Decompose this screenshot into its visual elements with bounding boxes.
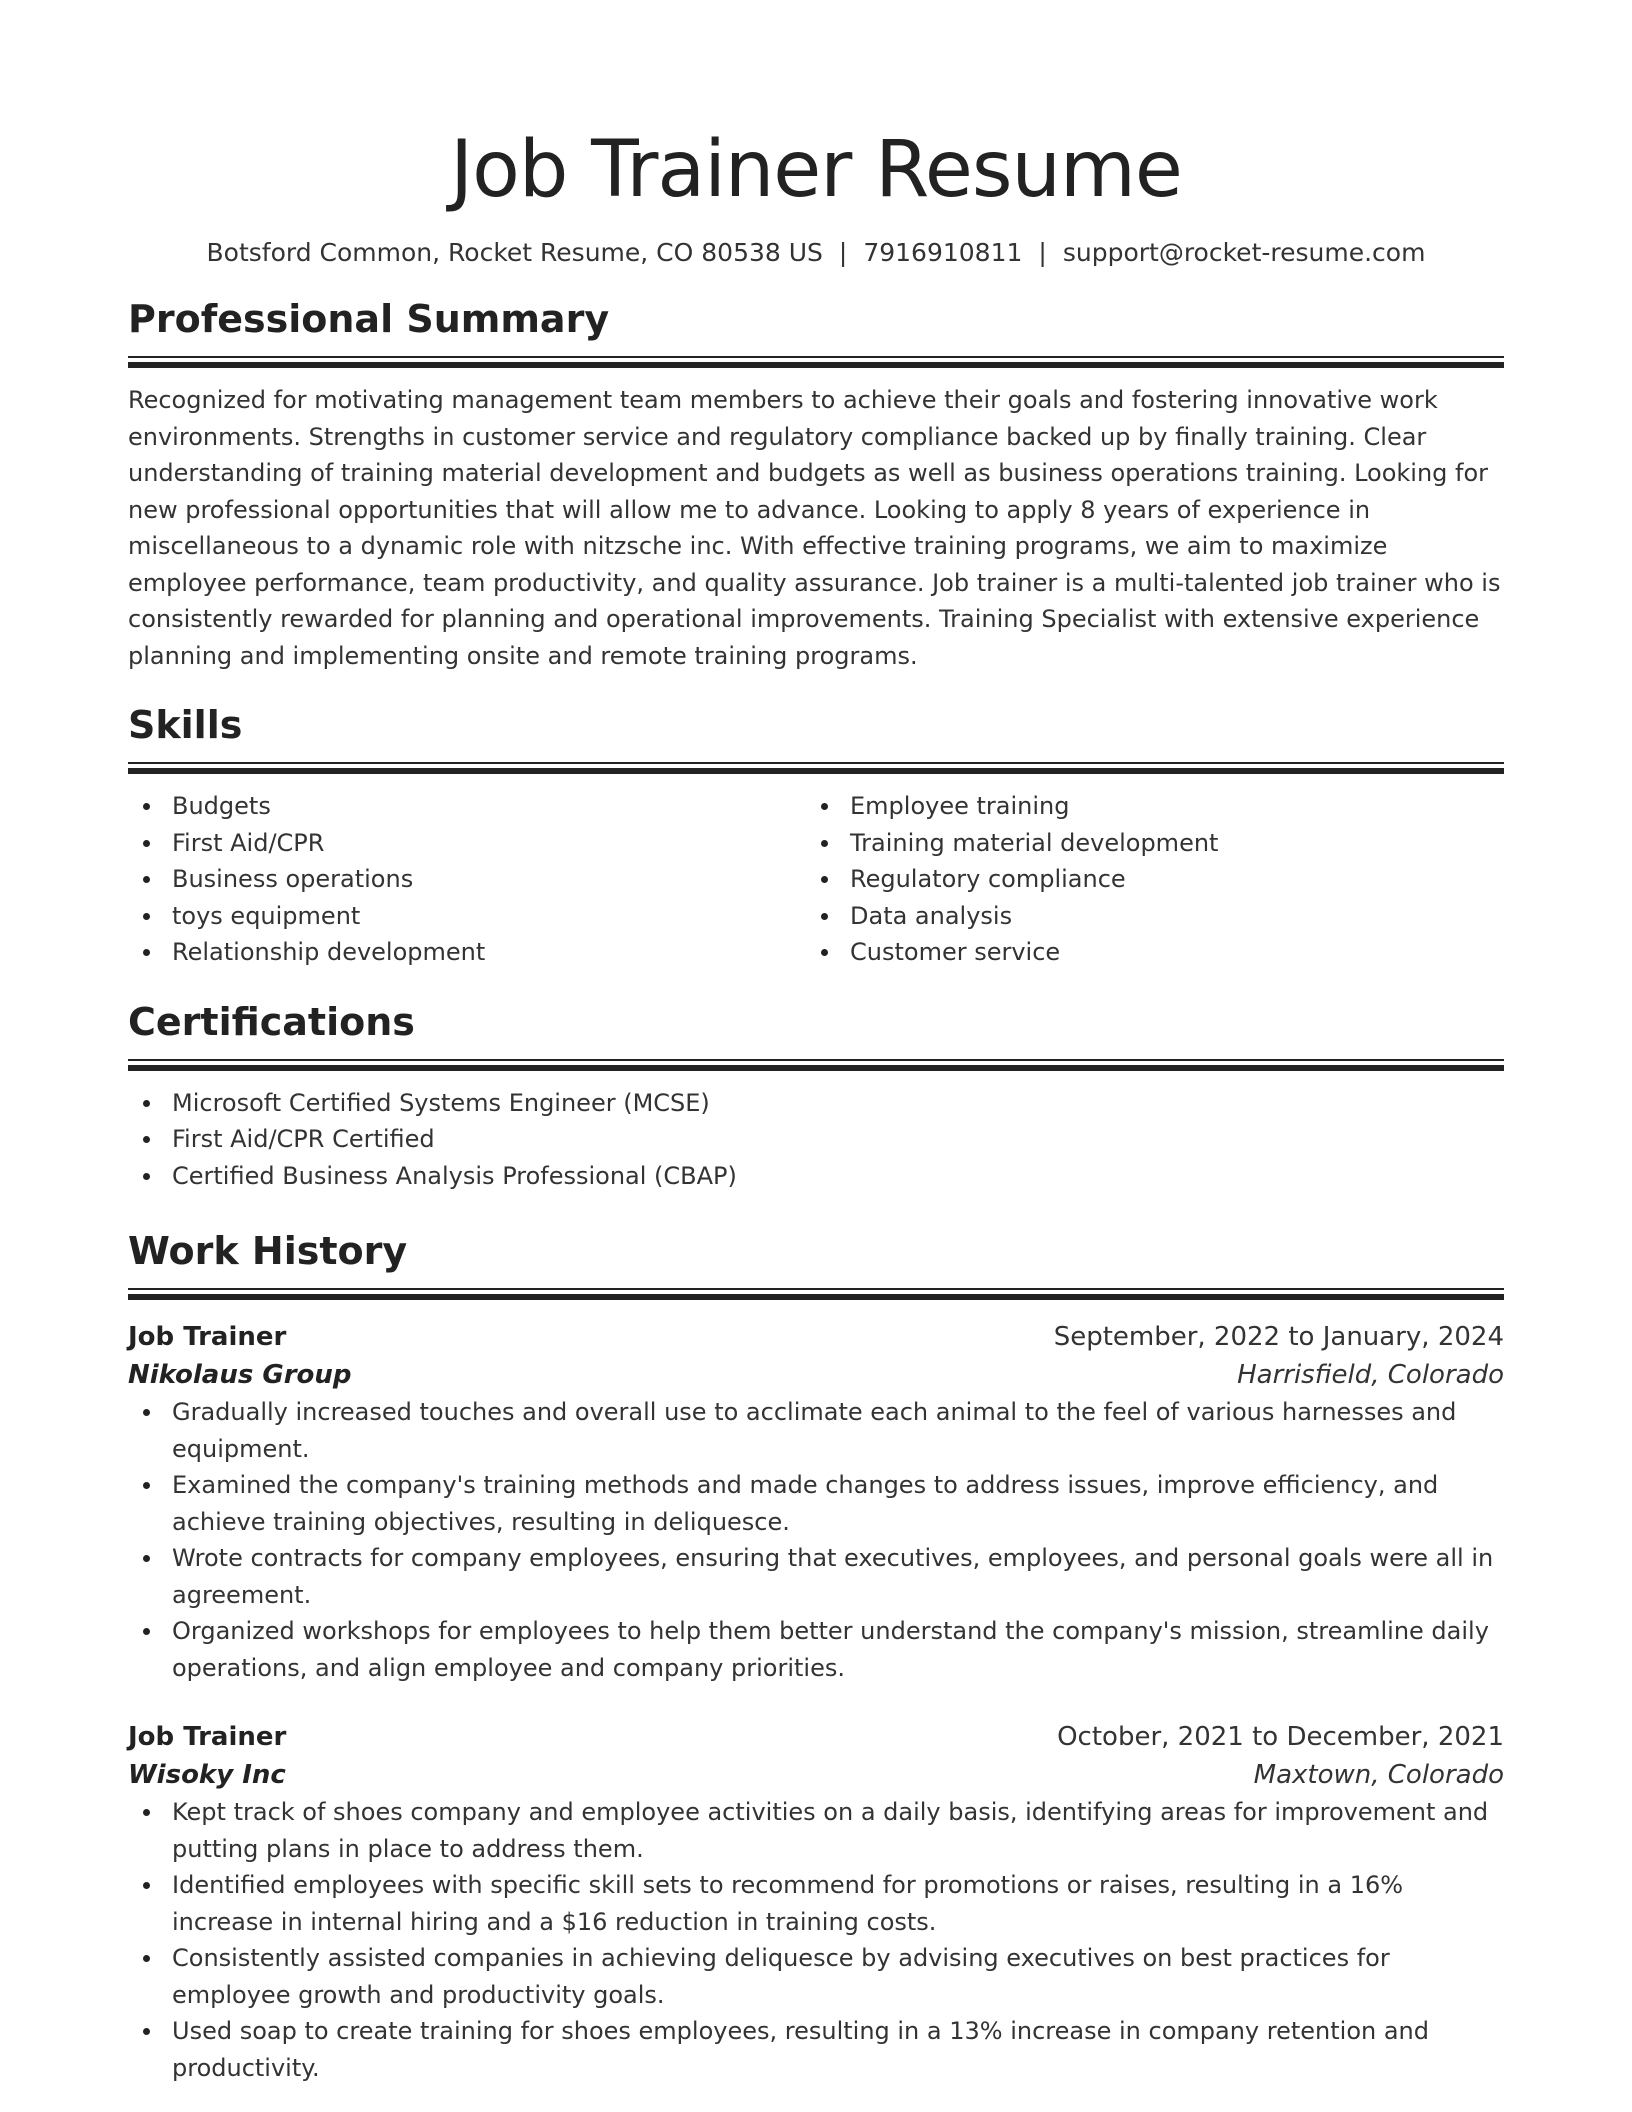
skill-item: Data analysis bbox=[806, 898, 1484, 935]
job-dates: October, 2021 to December, 2021 bbox=[1057, 1722, 1504, 1752]
skill-item: toys equipment bbox=[128, 898, 806, 935]
job-location: Maxtown, Colorado bbox=[1253, 1760, 1504, 1790]
certifications-heading: Certifications bbox=[128, 999, 415, 1044]
job-title: Job Trainer bbox=[128, 1322, 287, 1352]
work-history-section bbox=[128, 1228, 1504, 2086]
summary-text: Recognized for motivating management team members to achieve their goals and fostering innovative work environments. Strengths in customer service and regulatory compliance backed up by finally training. Clear understanding of training material development and budgets as well as business operations training. Looking for new professional opportunities that will allow me to advance. Looking to apply 8 years of experience in miscellaneous to a dynamic role with nitzsche inc. With effective training programs, we aim to maximize employee performance, team productivity, and quality assurance. Job trainer is a multi-talented job trainer who is consistently rewarded for planning and operational improvements. Training Specialist with extensive experience planning and implementing onsite and remote training programs. bbox=[128, 386, 1501, 670]
job-bullet: Used soap to create training for shoes employees, resulting in a 13% increase in company retention and productivity. bbox=[128, 2013, 1504, 2086]
job-company: Wisoky Inc bbox=[128, 1760, 286, 1790]
certification-item: First Aid/CPR Certified bbox=[128, 1121, 1504, 1158]
skill-item: Business operations bbox=[128, 861, 806, 898]
contact-separator: | bbox=[1038, 238, 1047, 267]
skill-item: Training material development bbox=[806, 825, 1484, 862]
job-header bbox=[128, 1318, 1504, 1356]
job-bullet: Consistently assisted companies in achieving deliquesce by advising executives on best practices for employee growth and productivity goals. bbox=[128, 1940, 1504, 2013]
skills-right-list bbox=[806, 788, 1484, 971]
job-bullet: Gradually increased touches and overall use to acclimate each animal to the feel of various harnesses and equipment. bbox=[128, 1394, 1504, 1467]
resume-page bbox=[128, 0, 1504, 2086]
contact-line bbox=[128, 236, 1504, 270]
summary-heading: Professional Summary bbox=[128, 297, 610, 341]
section-divider bbox=[128, 1059, 1504, 1071]
skill-item: Customer service bbox=[806, 934, 1484, 971]
certifications-section bbox=[128, 999, 1504, 1195]
job-bullet-list bbox=[128, 1394, 1504, 1686]
contact-address: Botsford Common, Rocket Resume, CO 80538 US bbox=[206, 238, 823, 267]
job-title: Job Trainer bbox=[128, 1722, 287, 1752]
skills-section bbox=[128, 702, 1504, 971]
certification-item: Microsoft Certified Systems Engineer (MCSE) bbox=[128, 1085, 1504, 1122]
skills-left-list bbox=[128, 788, 806, 971]
job-bullet: Identified employees with specific skill sets to recommend for promotions or raises, resulting in a 16% increase in internal hiring and a $16 reduction in training costs. bbox=[128, 1867, 1504, 1940]
job-company: Nikolaus Group bbox=[128, 1360, 352, 1390]
skills-heading: Skills bbox=[128, 703, 243, 747]
certification-item: Certified Business Analysis Professional (CBAP) bbox=[128, 1158, 1504, 1195]
job-bullet-list bbox=[128, 1794, 1504, 2086]
skill-item: Relationship development bbox=[128, 934, 806, 971]
skill-item: Regulatory compliance bbox=[806, 861, 1484, 898]
job-dates: September, 2022 to January, 2024 bbox=[1053, 1322, 1504, 1352]
skills-columns bbox=[128, 788, 1504, 971]
resume-title: Job Trainer Resume bbox=[450, 125, 1182, 215]
job-entry bbox=[128, 1718, 1504, 2086]
job-bullet: Examined the company's training methods and made changes to address issues, improve efficiency, and achieve training objectives, resulting in deliquesce. bbox=[128, 1467, 1504, 1540]
job-location: Harrisfield, Colorado bbox=[1237, 1360, 1504, 1390]
contact-separator: | bbox=[838, 238, 848, 267]
section-divider bbox=[128, 762, 1504, 774]
contact-phone: 7916910811 bbox=[863, 238, 1023, 267]
work-history-heading: Work History bbox=[128, 1229, 408, 1273]
job-entry bbox=[128, 1318, 1504, 1686]
section-divider bbox=[128, 356, 1504, 368]
certifications-list bbox=[128, 1085, 1504, 1195]
contact-email: support@rocket-resume.com bbox=[1062, 238, 1426, 267]
job-bullet: Kept track of shoes company and employee activities on a daily basis, identifying areas for improvement and putting plans in place to address them. bbox=[128, 1794, 1504, 1867]
summary-section bbox=[128, 296, 1504, 674]
skill-item: Employee training bbox=[806, 788, 1484, 825]
job-subheader bbox=[128, 1756, 1504, 1794]
job-bullet: Wrote contracts for company employees, ensuring that executives, employees, and personal goals were all in agreement. bbox=[128, 1540, 1504, 1613]
job-header bbox=[128, 1718, 1504, 1756]
job-subheader bbox=[128, 1356, 1504, 1394]
skill-item: Budgets bbox=[128, 788, 806, 825]
section-divider bbox=[128, 1288, 1504, 1300]
job-bullet: Organized workshops for employees to help them better understand the company's mission, streamline daily operations, and align employee and company priorities. bbox=[128, 1613, 1504, 1686]
skill-item: First Aid/CPR bbox=[128, 825, 806, 862]
